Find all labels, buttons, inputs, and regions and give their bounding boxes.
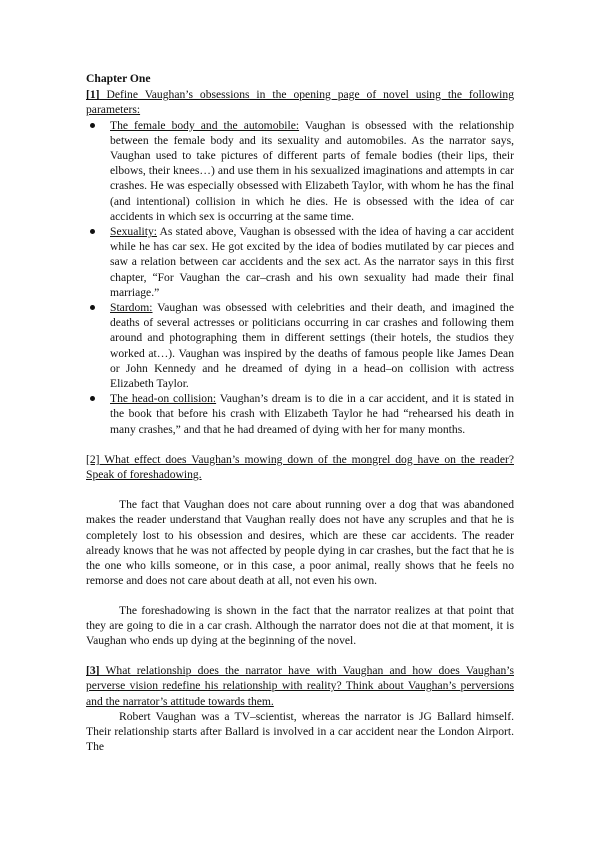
list-item-head-on-collision [86, 391, 514, 437]
question-2-text: What effect does Vaughan’s mowing down of the mongrel dog have on the reader? Speak of foreshadowing. [86, 452, 514, 482]
spacer [86, 482, 514, 497]
question-3 [86, 663, 514, 709]
term-description: As stated above, Vaughan is obsessed with the idea of having a car accident while he has car sex. He got excited by the idea of bodies mutilated by car pieces and saw a relation between car accidents and the sex act. As the narrator says in this first chapter, “For Vaughan the car–crash and his own sexuality had made their final marriage.” [110, 225, 514, 299]
bullet-icon [90, 396, 95, 401]
chapter-title: Chapter One [86, 72, 151, 85]
document-body [86, 71, 514, 754]
term-label: The head-on collision: [110, 392, 217, 406]
question-3-text: What relationship does the narrator have with Vaughan and how does Vaughan’s perverse vision redefine his relationship with reality? Think about Vaughan’s perversions and the narrator’s attitude towards them. [86, 664, 514, 708]
question-1-text: Define Vaughan’s obsessions in the opening page of novel using the following parameters: [86, 88, 514, 117]
bullet-icon [90, 229, 95, 234]
answer-2-paragraph-2: The foreshadowing is shown in the fact that the narrator realizes at that point that they are going to die in a car crash. Although the narrator does not die at that moment, it is Vaughan who ends up dying at the beginning of the novel. [86, 603, 514, 647]
list-item-sexuality [86, 224, 514, 300]
bullet-icon [90, 123, 95, 128]
term-label: The female body and the automobile: [110, 118, 300, 132]
question-1 [86, 87, 514, 117]
term-label: Sexuality: [110, 225, 158, 239]
term-description: Vaughan was obsessed with celebrities and their death, and imagined the deaths of several actresses or politicians occurring in car crashes and following them around and photographing them in different settings (their hotels, the studios they worked at…). Vaughan was inspired by the deaths of famous people like James Dean or John Kennedy and he dreamed of dying in a head–on collision with actress Elizabeth Taylor. [110, 301, 514, 391]
term-description: Vaughan’s dream is to die in a car accident, and it is stated in the book that before his crash with Elizabeth Taylor he had “rehearsed his death in many crashes,” and that he had dreamed of dying with her for many months. [110, 392, 514, 436]
answer-2-paragraph-1: The fact that Vaughan does not care about running over a dog that was abandoned makes the reader understand that Vaughan really does not have any scruples and that he is completely lost to his obsession and desires, which are these car accidents. The reader already knows that he was not affected by people dying in car crashes, but the fact that he is the one who kills someone, or in this case, a poor animal, really shows that he feels no remorse and does not care about death at all, not even his own. [86, 498, 514, 588]
term-description: Vaughan is obsessed with the relationship between the female body and its sexuality and automobiles. As the narrator says, Vaughan used to take pictures of different parts of female bodies (their lips, their elbows, their knees…) and use them in his sexualized imaginations and attempts in car crashes. He was especially obsessed with Elizabeth Taylor, with whom he has the final (and intentional) collision in which he dies. He is obsessed with the idea of car accidents in which sex is occurring at the same time. [110, 118, 515, 223]
question-3-number: [3] [86, 664, 100, 678]
answer-3-paragraph-1: Robert Vaughan was a TV–scientist, whereas the narrator is JG Ballard himself. Their relationship starts after Ballard is involved in a car accident near the London Airport. The [86, 709, 514, 754]
spacer [86, 589, 514, 603]
bullet-icon [90, 305, 95, 310]
spacer [86, 437, 514, 452]
obsession-list [86, 118, 514, 437]
question-2-number: [2] [86, 452, 100, 466]
spacer [86, 648, 514, 663]
list-item-female-body [86, 118, 514, 224]
list-item-stardom [86, 300, 514, 391]
question-1-number: [1] [86, 88, 100, 102]
question-2 [86, 452, 514, 482]
term-label: Stardom: [110, 301, 153, 315]
